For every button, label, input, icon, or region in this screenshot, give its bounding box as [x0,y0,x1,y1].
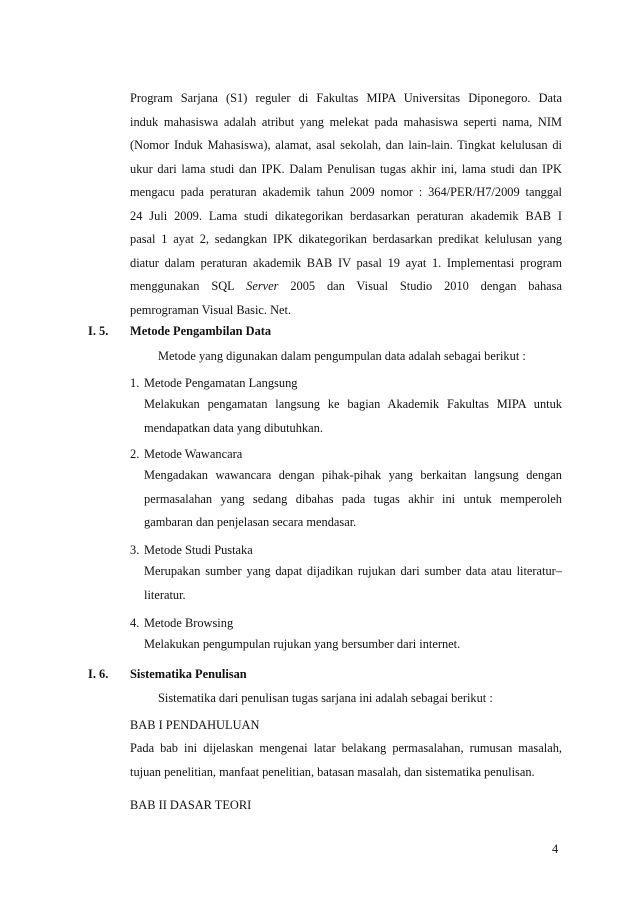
description-line: gambaran dan penjelasan secara mendasar. [144,515,357,529]
page-number: 4 [552,842,559,856]
description-line: mendapatkan data yang dibutuhkan. [144,420,323,435]
intro-line: diatur dalam peraturan akademik BAB IV pasal 19 ayat 1. Implementasi program [130,255,562,270]
list-item [130,613,562,657]
description-line: Mengadakan wawancara dengan pihak-pihak yang berkaitan langsung dengan [144,468,562,482]
section-heading-5 [88,321,568,341]
intro-paragraph [130,87,562,322]
intro-line: pasal 1 ayat 2, sedangkan IPK dikategorikan berdasarkan predikat kelulusan yang [130,232,562,246]
chapter-description [130,737,562,784]
list-item [130,373,562,440]
list-item-description [130,560,562,607]
chapter-title: BAB II DASAR TEORI [130,798,252,812]
section-number: I. 6. [88,667,109,681]
intro-line: Program Sarjana (S1) reguler di Fakultas MIPA Universitas Diponegoro. Data [130,91,562,105]
section-heading-6 [88,664,568,684]
list-item-number: 2. [130,447,140,461]
list-item-number: 4. [130,616,140,630]
intro-line-sql-post: 2005 dan Visual Studio 2010 dengan bahasa [290,279,562,293]
section-title: Metode Pengambilan Data [130,324,272,338]
intro-line: 24 Juli 2009. Lama studi dikategorikan berdasarkan peraturan akademik BAB I [130,208,562,223]
list-item-description [130,393,562,440]
list-item-label: Metode Wawancara [144,447,243,461]
list-item [130,444,562,535]
description-line: Pada bab ini dijelaskan mengenai latar belakang permasalahan, rumusan masalah, [130,741,562,755]
description-line: tujuan penelitian, manfaat penelitian, batasan masalah, dan sistematika penulisan. [130,764,535,779]
list-item-title [130,540,562,560]
description-line: literatur. [144,587,186,602]
list-item-label: Metode Browsing [144,616,234,630]
list-item-title [130,613,562,633]
description-line: permasalahan yang sedang dibahas pada tugas akhir ini untuk memperoleh [144,491,562,506]
intro-line-sql-italic: Server [246,279,279,293]
intro-line: (Nomor Induk Mahasiswa), alamat, asal sekolah, dan lain-lain. Tingkat kelulusan di [130,138,562,152]
section-number: I. 5. [88,324,109,338]
list-item-number: 3. [130,543,140,557]
chapter-title: BAB I PENDAHULUAN [130,718,260,732]
intro-line: induk mahasiswa adalah atribut yang melekat pada mahasiswa seperti nama, NIM [130,114,562,129]
list-item-number: 1. [130,376,140,390]
section-lead: Metode yang digunakan dalam pengumpulan data adalah sebagai berikut : [158,349,526,363]
list-item-description [130,633,562,657]
intro-line: ukur dari lama studi dan IPK. Dalam Penulisan tugas akhir ini, lama studi dan IPK [130,161,562,176]
list-item-description [130,464,562,535]
intro-line: pemrograman Visual Basic. Net. [130,302,292,317]
section-title: Sistematika Penulisan [130,667,247,681]
intro-line-sql-pre: menggunakan SQL [130,279,235,293]
section-lead: Sistematika dari penulisan tugas sarjana ini adalah sebagai berikut : [158,691,493,705]
list-item [130,540,562,607]
list-item-label: Metode Pengamatan Langsung [144,376,298,390]
intro-line-sql [130,275,562,299]
description-line: Melakukan pengumpulan rujukan yang bersumber dari internet. [144,637,461,651]
description-line: Merupakan sumber yang dapat dijadikan rujukan dari sumber data atau literatur– [144,564,562,578]
list-item-title [130,444,562,464]
list-item-title [130,373,562,393]
list-item-label: Metode Studi Pustaka [144,543,253,557]
intro-line: mengacu pada peraturan akademik tahun 2009 nomor : 364/PER/H7/2009 tanggal [130,185,562,199]
description-line: Melakukan pengamatan langsung ke bagian Akademik Fakultas MIPA untuk [144,397,562,411]
